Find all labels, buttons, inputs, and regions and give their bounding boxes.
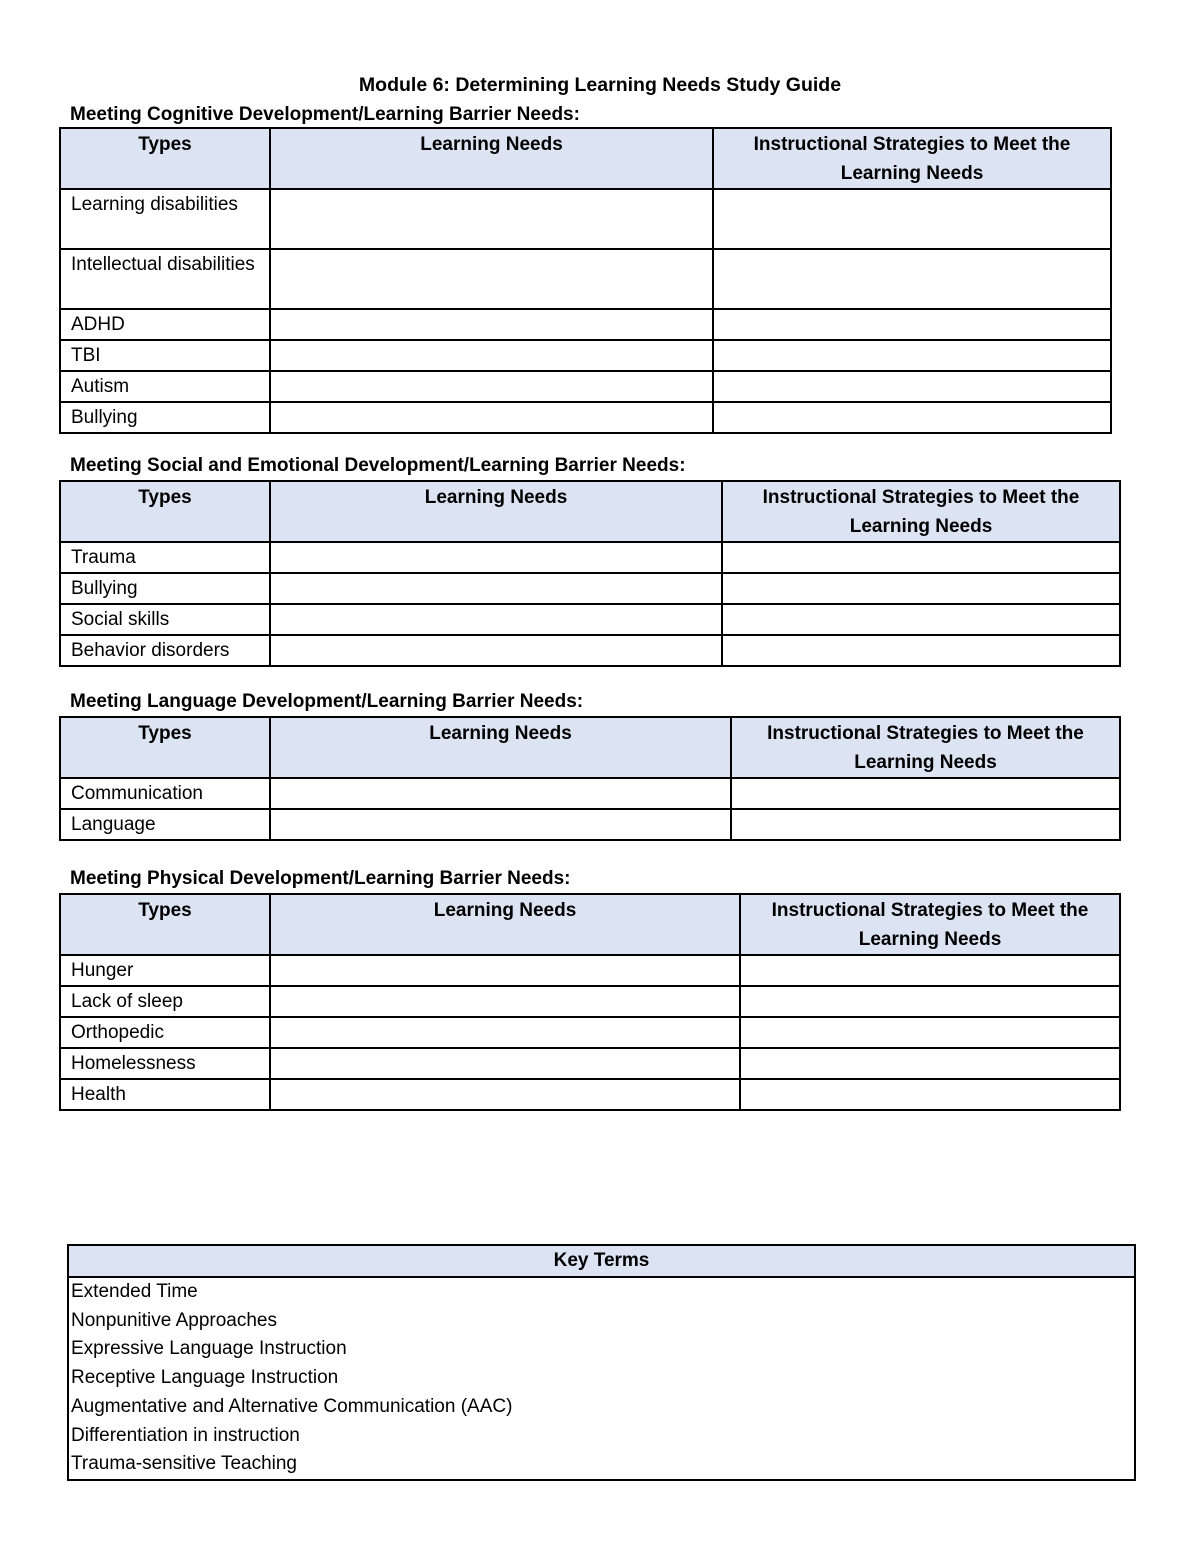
type-cell: Intellectual disabilities	[60, 249, 270, 309]
type-cell: Social skills	[60, 604, 270, 635]
table-row	[60, 986, 1120, 1017]
strategies-cell[interactable]	[722, 604, 1120, 635]
cognitive-table	[59, 127, 1112, 434]
learning-needs-cell[interactable]	[270, 986, 740, 1017]
key-terms-header: Key Terms	[68, 1245, 1135, 1277]
learning-needs-cell[interactable]	[270, 189, 713, 249]
strategies-header: Instructional Strategies to Meet the Learning Needs	[713, 128, 1111, 189]
strategies-header: Instructional Strategies to Meet the Learning Needs	[740, 894, 1120, 955]
strategies-cell[interactable]	[740, 955, 1120, 986]
learning-needs-header: Learning Needs	[270, 717, 731, 778]
strategies-cell[interactable]	[740, 1079, 1120, 1110]
cognitive-section-heading: Meeting Cognitive Development/Learning Barrier Needs:	[70, 104, 580, 125]
table-row	[60, 189, 1111, 249]
learning-needs-header: Learning Needs	[270, 894, 740, 955]
physical-section-heading: Meeting Physical Development/Learning Barrier Needs:	[70, 868, 571, 889]
table-row	[60, 309, 1111, 340]
language-section-heading: Meeting Language Development/Learning Barrier Needs:	[70, 691, 584, 712]
key-term-item: Extended Time	[68, 1277, 1135, 1307]
table-row	[60, 402, 1111, 433]
key-term-item: Receptive Language Instruction	[68, 1364, 1135, 1393]
type-cell: Autism	[60, 371, 270, 402]
strategies-cell[interactable]	[713, 371, 1111, 402]
strategies-cell[interactable]	[713, 402, 1111, 433]
learning-needs-cell[interactable]	[270, 955, 740, 986]
social-emotional-table	[59, 480, 1121, 667]
table-row	[60, 371, 1111, 402]
table-header-row	[60, 481, 1120, 542]
table-row	[60, 809, 1120, 840]
table-row	[60, 778, 1120, 809]
learning-needs-cell[interactable]	[270, 809, 731, 840]
key-term-item: Trauma-sensitive Teaching	[68, 1450, 1135, 1480]
types-header: Types	[60, 481, 270, 542]
physical-table	[59, 893, 1121, 1111]
table-row	[60, 249, 1111, 309]
types-header: Types	[60, 894, 270, 955]
language-table	[59, 716, 1121, 841]
learning-needs-cell[interactable]	[270, 604, 722, 635]
learning-needs-cell[interactable]	[270, 402, 713, 433]
page-title: Module 6: Determining Learning Needs Study Guide	[358, 74, 842, 96]
table-row	[60, 635, 1120, 666]
table-row	[60, 1048, 1120, 1079]
key-term-item: Expressive Language Instruction	[68, 1335, 1135, 1364]
type-cell: Bullying	[60, 402, 270, 433]
strategies-cell[interactable]	[722, 573, 1120, 604]
type-cell: Trauma	[60, 542, 270, 573]
strategies-cell[interactable]	[731, 778, 1120, 809]
type-cell: Lack of sleep	[60, 986, 270, 1017]
type-cell: Behavior disorders	[60, 635, 270, 666]
table-row	[60, 604, 1120, 635]
strategies-header: Instructional Strategies to Meet the Learning Needs	[722, 481, 1120, 542]
type-cell: Homelessness	[60, 1048, 270, 1079]
social-emotional-section-heading: Meeting Social and Emotional Development/Learning Barrier Needs:	[70, 455, 686, 476]
key-term-item: Nonpunitive Approaches	[68, 1307, 1135, 1336]
type-cell: Bullying	[60, 573, 270, 604]
table-row	[60, 340, 1111, 371]
strategies-cell[interactable]	[740, 986, 1120, 1017]
type-cell: Orthopedic	[60, 1017, 270, 1048]
table-row	[60, 542, 1120, 573]
learning-needs-cell[interactable]	[270, 635, 722, 666]
table-header-row	[60, 128, 1111, 189]
learning-needs-cell[interactable]	[270, 340, 713, 371]
type-cell: TBI	[60, 340, 270, 371]
table-row	[60, 1017, 1120, 1048]
strategies-cell[interactable]	[731, 809, 1120, 840]
strategies-cell[interactable]	[722, 635, 1120, 666]
strategies-cell[interactable]	[713, 340, 1111, 371]
learning-needs-cell[interactable]	[270, 309, 713, 340]
key-term-item: Augmentative and Alternative Communication (AAC)	[68, 1393, 1135, 1422]
type-cell: Health	[60, 1079, 270, 1110]
learning-needs-header: Learning Needs	[270, 128, 713, 189]
type-cell: Hunger	[60, 955, 270, 986]
learning-needs-cell[interactable]	[270, 542, 722, 573]
learning-needs-cell[interactable]	[270, 1017, 740, 1048]
types-header: Types	[60, 128, 270, 189]
key-terms-table	[67, 1244, 1136, 1481]
key-term-item: Differentiation in instruction	[68, 1422, 1135, 1451]
strategies-header: Instructional Strategies to Meet the Learning Needs	[731, 717, 1120, 778]
strategies-cell[interactable]	[740, 1017, 1120, 1048]
type-cell: Language	[60, 809, 270, 840]
type-cell: Learning disabilities	[60, 189, 270, 249]
learning-needs-cell[interactable]	[270, 778, 731, 809]
strategies-cell[interactable]	[713, 189, 1111, 249]
type-cell: ADHD	[60, 309, 270, 340]
learning-needs-cell[interactable]	[270, 573, 722, 604]
strategies-cell[interactable]	[713, 309, 1111, 340]
table-header-row	[60, 717, 1120, 778]
table-header-row	[60, 894, 1120, 955]
type-cell: Communication	[60, 778, 270, 809]
types-header: Types	[60, 717, 270, 778]
learning-needs-cell[interactable]	[270, 1048, 740, 1079]
learning-needs-cell[interactable]	[270, 1079, 740, 1110]
table-row	[60, 573, 1120, 604]
learning-needs-cell[interactable]	[270, 249, 713, 309]
strategies-cell[interactable]	[713, 249, 1111, 309]
strategies-cell[interactable]	[740, 1048, 1120, 1079]
strategies-cell[interactable]	[722, 542, 1120, 573]
learning-needs-cell[interactable]	[270, 371, 713, 402]
table-row	[60, 1079, 1120, 1110]
learning-needs-header: Learning Needs	[270, 481, 722, 542]
table-row	[60, 955, 1120, 986]
